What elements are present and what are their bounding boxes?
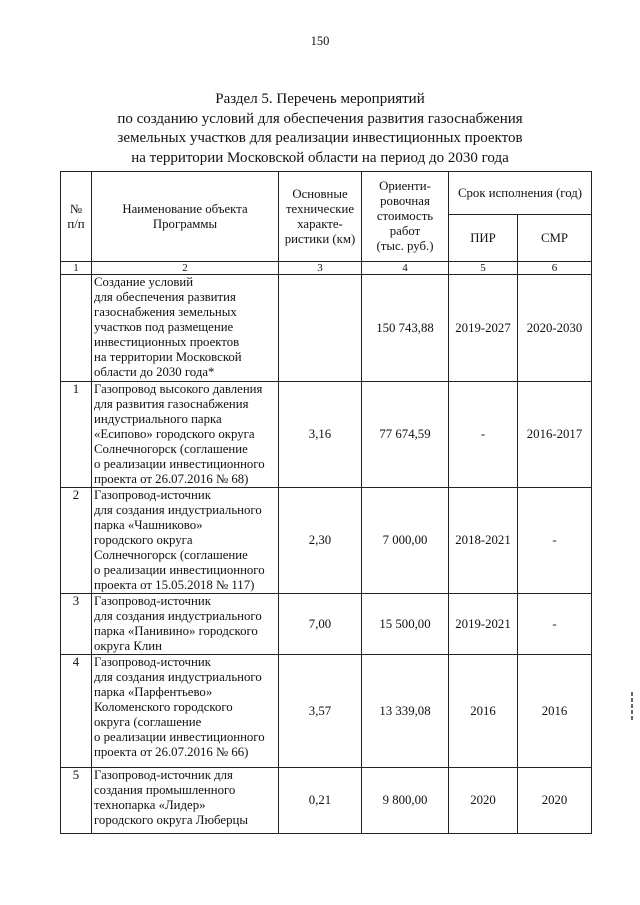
table-row <box>61 488 592 594</box>
header-term: Срок исполнения (год) <box>449 172 592 215</box>
page-number: 150 <box>310 34 330 48</box>
row-object-name: Газопровод-источник для создания промышленного технопарка «Лидер» городского округа Люберцы <box>92 768 279 834</box>
row-cost: 13 339,08 <box>362 655 449 768</box>
row-pir: 2019-2027 <box>449 275 518 382</box>
row-characteristics: 7,00 <box>279 594 362 655</box>
row-number <box>61 275 92 382</box>
row-number: 2 <box>61 488 92 594</box>
column-number: 4 <box>362 262 449 275</box>
row-smr: - <box>518 488 592 594</box>
row-cost: 9 800,00 <box>362 768 449 834</box>
column-number: 2 <box>92 262 279 275</box>
row-pir: 2020 <box>449 768 518 834</box>
row-smr: 2020-2030 <box>518 275 592 382</box>
table-row <box>61 382 592 488</box>
table-row <box>61 655 592 768</box>
header-characteristics: Основные технические характе- ристики (км) <box>279 172 362 262</box>
row-pir: - <box>449 382 518 488</box>
row-number: 5 <box>61 768 92 834</box>
row-object-name: Создание условий для обеспечения развития газоснабжения земельных участков под размещение инвестиционных проектов на территории Московской области до 2030 года* <box>92 275 279 382</box>
row-cost: 7 000,00 <box>362 488 449 594</box>
row-cost: 15 500,00 <box>362 594 449 655</box>
title-line: на территории Московской области на период до 2030 года <box>131 149 509 166</box>
title-line: по созданию условий для обеспечения развития газоснабжения <box>117 110 523 127</box>
row-pir: 2019-2021 <box>449 594 518 655</box>
header-object-name: Наименование объекта Программы <box>92 172 279 262</box>
measures-table <box>60 171 592 834</box>
row-smr: 2020 <box>518 768 592 834</box>
title-line: земельных участков для реализации инвестиционных проектов <box>117 130 523 146</box>
header-pir: ПИР <box>449 215 518 262</box>
row-pir: 2016 <box>449 655 518 768</box>
row-characteristics <box>279 275 362 382</box>
column-number: 1 <box>61 262 92 275</box>
column-number: 6 <box>518 262 592 275</box>
section-title <box>60 90 580 168</box>
row-object-name: Газопровод-источник для создания индустриального парка «Парфентьево» Коломенского городского округа (соглашение о реализации инвестиционного проекта от 26.07.2016 № 66) <box>92 655 279 768</box>
row-cost: 77 674,59 <box>362 382 449 488</box>
margin-scan-mark <box>628 690 636 730</box>
column-number-row <box>61 262 592 275</box>
row-characteristics: 2,30 <box>279 488 362 594</box>
row-smr: 2016-2017 <box>518 382 592 488</box>
table-row <box>61 275 592 382</box>
row-object-name: Газопровод-источник для создания индустриального парка «Панивино» городского округа Клин <box>92 594 279 655</box>
table-row <box>61 768 592 834</box>
row-characteristics: 0,21 <box>279 768 362 834</box>
column-number: 5 <box>449 262 518 275</box>
row-cost: 150 743,88 <box>362 275 449 382</box>
title-line: Раздел 5. Перечень мероприятий <box>215 91 425 107</box>
row-number: 4 <box>61 655 92 768</box>
row-smr: 2016 <box>518 655 592 768</box>
table-row <box>61 594 592 655</box>
header-cost: Ориенти- ровочная стоимость работ (тыс. руб.) <box>362 172 449 262</box>
row-smr: - <box>518 594 592 655</box>
row-characteristics: 3,16 <box>279 382 362 488</box>
row-object-name: Газопровод высокого давления для развития газоснабжения индустриального парка «Есипово» городского округа Солнечногорск (соглашение о реализации инвестиционного проекта от 26.07.2016 № 68) <box>92 382 279 488</box>
row-number: 3 <box>61 594 92 655</box>
column-number: 3 <box>279 262 362 275</box>
row-object-name: Газопровод-источник для создания индустриального парка «Чашниково» городского округа Солнечногорск (соглашение о реализации инвестиционного проекта от 15.05.2018 № 117) <box>92 488 279 594</box>
header-smr: СМР <box>518 215 592 262</box>
row-characteristics: 3,57 <box>279 655 362 768</box>
row-number: 1 <box>61 382 92 488</box>
header-number: № п/п <box>61 172 92 262</box>
row-pir: 2018-2021 <box>449 488 518 594</box>
